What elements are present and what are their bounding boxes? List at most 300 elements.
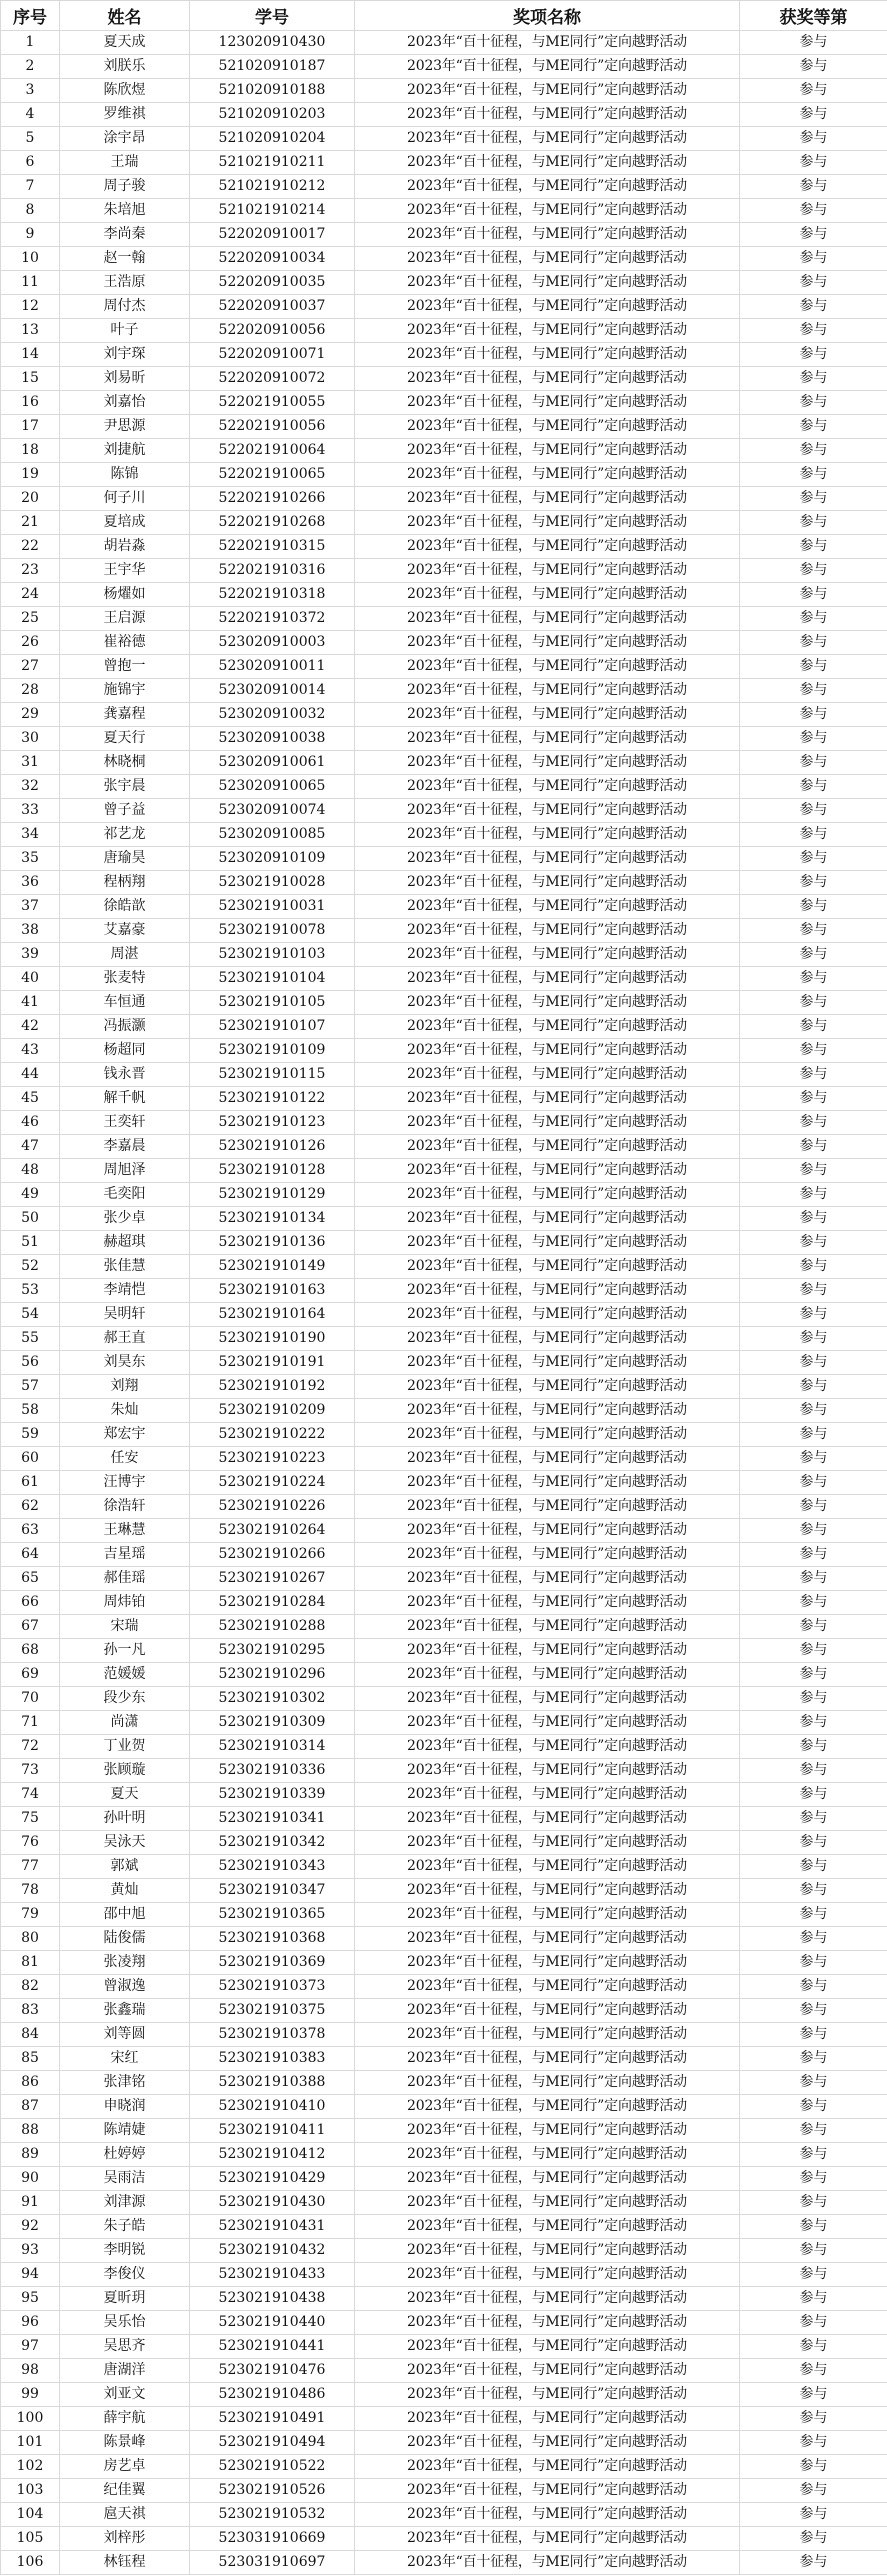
table-row bbox=[1, 919, 887, 943]
table-row bbox=[1, 2359, 887, 2383]
cell-index: 103 bbox=[1, 2479, 60, 2503]
cell-index: 47 bbox=[1, 1135, 60, 1159]
cell-name: 龚嘉程 bbox=[60, 703, 190, 727]
cell-award-grade: 参与 bbox=[740, 79, 887, 103]
cell-student-id: 523031910669 bbox=[190, 2527, 355, 2551]
cell-award-grade: 参与 bbox=[740, 127, 887, 151]
cell-award-name: 2023年“百十征程，与ME同行”定向越野活动 bbox=[355, 823, 740, 847]
cell-index: 63 bbox=[1, 1519, 60, 1543]
cell-award-grade: 参与 bbox=[740, 847, 887, 871]
cell-student-id: 523021910532 bbox=[190, 2503, 355, 2527]
table-row bbox=[1, 1159, 887, 1183]
table-row bbox=[1, 2287, 887, 2311]
cell-index: 73 bbox=[1, 1759, 60, 1783]
cell-name: 曾淑逸 bbox=[60, 1975, 190, 1999]
table-row bbox=[1, 1279, 887, 1303]
cell-award-name: 2023年“百十征程，与ME同行”定向越野活动 bbox=[355, 1951, 740, 1975]
cell-award-name: 2023年“百十征程，与ME同行”定向越野活动 bbox=[355, 2047, 740, 2071]
cell-student-id: 123020910430 bbox=[190, 31, 355, 55]
cell-index: 44 bbox=[1, 1063, 60, 1087]
cell-award-grade: 参与 bbox=[740, 1687, 887, 1711]
table-row bbox=[1, 2143, 887, 2167]
cell-index: 68 bbox=[1, 1639, 60, 1663]
cell-award-name: 2023年“百十征程，与ME同行”定向越野活动 bbox=[355, 1783, 740, 1807]
cell-award-name: 2023年“百十征程，与ME同行”定向越野活动 bbox=[355, 871, 740, 895]
table-row bbox=[1, 1543, 887, 1567]
cell-award-grade: 参与 bbox=[740, 1159, 887, 1183]
cell-award-grade: 参与 bbox=[740, 1375, 887, 1399]
cell-name: 张佳慧 bbox=[60, 1255, 190, 1279]
cell-index: 66 bbox=[1, 1591, 60, 1615]
cell-index: 58 bbox=[1, 1399, 60, 1423]
cell-award-name: 2023年“百十征程，与ME同行”定向越野活动 bbox=[355, 127, 740, 151]
cell-award-grade: 参与 bbox=[740, 1711, 887, 1735]
cell-award-grade: 参与 bbox=[740, 1471, 887, 1495]
cell-student-id: 523021910284 bbox=[190, 1591, 355, 1615]
table-row bbox=[1, 1111, 887, 1135]
table-row bbox=[1, 799, 887, 823]
cell-name: 郝王直 bbox=[60, 1327, 190, 1351]
table-row bbox=[1, 2431, 887, 2455]
cell-award-grade: 参与 bbox=[740, 2335, 887, 2359]
table-row bbox=[1, 1399, 887, 1423]
cell-name: 夏昕玥 bbox=[60, 2287, 190, 2311]
table-row bbox=[1, 1183, 887, 1207]
cell-name: 林晓桐 bbox=[60, 751, 190, 775]
cell-award-name: 2023年“百十征程，与ME同行”定向越野活动 bbox=[355, 199, 740, 223]
cell-student-id: 523021910288 bbox=[190, 1615, 355, 1639]
table-row bbox=[1, 127, 887, 151]
cell-index: 51 bbox=[1, 1231, 60, 1255]
cell-award-grade: 参与 bbox=[740, 1015, 887, 1039]
cell-name: 夏天成 bbox=[60, 31, 190, 55]
cell-award-name: 2023年“百十征程，与ME同行”定向越野活动 bbox=[355, 799, 740, 823]
cell-student-id: 521020910187 bbox=[190, 55, 355, 79]
cell-index: 53 bbox=[1, 1279, 60, 1303]
cell-award-name: 2023年“百十征程，与ME同行”定向越野活动 bbox=[355, 2359, 740, 2383]
cell-index: 96 bbox=[1, 2311, 60, 2335]
cell-index: 4 bbox=[1, 103, 60, 127]
cell-index: 49 bbox=[1, 1183, 60, 1207]
cell-name: 朱子皓 bbox=[60, 2215, 190, 2239]
cell-index: 91 bbox=[1, 2191, 60, 2215]
cell-award-grade: 参与 bbox=[740, 175, 887, 199]
cell-award-name: 2023年“百十征程，与ME同行”定向越野活动 bbox=[355, 2383, 740, 2407]
cell-award-grade: 参与 bbox=[740, 799, 887, 823]
cell-student-id: 522021910268 bbox=[190, 511, 355, 535]
cell-name: 扈天祺 bbox=[60, 2503, 190, 2527]
cell-student-id: 523021910190 bbox=[190, 1327, 355, 1351]
cell-name: 周炜铂 bbox=[60, 1591, 190, 1615]
cell-index: 98 bbox=[1, 2359, 60, 2383]
cell-award-grade: 参与 bbox=[740, 1927, 887, 1951]
table-row bbox=[1, 1231, 887, 1255]
cell-index: 104 bbox=[1, 2503, 60, 2527]
cell-index: 38 bbox=[1, 919, 60, 943]
table-row bbox=[1, 439, 887, 463]
cell-index: 2 bbox=[1, 55, 60, 79]
cell-student-id: 523020910014 bbox=[190, 679, 355, 703]
table-row bbox=[1, 1711, 887, 1735]
cell-name: 张凌翔 bbox=[60, 1951, 190, 1975]
cell-award-grade: 参与 bbox=[740, 2479, 887, 2503]
cell-student-id: 523021910123 bbox=[190, 1111, 355, 1135]
cell-award-name: 2023年“百十征程，与ME同行”定向越野活动 bbox=[355, 1735, 740, 1759]
cell-award-name: 2023年“百十征程，与ME同行”定向越野活动 bbox=[355, 1375, 740, 1399]
table-row bbox=[1, 631, 887, 655]
cell-award-name: 2023年“百十征程，与ME同行”定向越野活动 bbox=[355, 391, 740, 415]
cell-award-grade: 参与 bbox=[740, 1207, 887, 1231]
cell-award-name: 2023年“百十征程，与ME同行”定向越野活动 bbox=[355, 1063, 740, 1087]
cell-student-id: 522021910318 bbox=[190, 583, 355, 607]
cell-award-grade: 参与 bbox=[740, 1087, 887, 1111]
cell-award-name: 2023年“百十征程，与ME同行”定向越野活动 bbox=[355, 463, 740, 487]
cell-award-name: 2023年“百十征程，与ME同行”定向越野活动 bbox=[355, 1927, 740, 1951]
cell-index: 39 bbox=[1, 943, 60, 967]
cell-award-grade: 参与 bbox=[740, 151, 887, 175]
cell-award-name: 2023年“百十征程，与ME同行”定向越野活动 bbox=[355, 1879, 740, 1903]
cell-name: 李靖恺 bbox=[60, 1279, 190, 1303]
cell-student-id: 522020910072 bbox=[190, 367, 355, 391]
cell-index: 50 bbox=[1, 1207, 60, 1231]
cell-award-name: 2023年“百十征程，与ME同行”定向越野活动 bbox=[355, 1423, 740, 1447]
cell-award-name: 2023年“百十征程，与ME同行”定向越野活动 bbox=[355, 727, 740, 751]
cell-award-name: 2023年“百十征程，与ME同行”定向越野活动 bbox=[355, 1327, 740, 1351]
cell-name: 邵中旭 bbox=[60, 1903, 190, 1927]
table-row bbox=[1, 2503, 887, 2527]
cell-index: 36 bbox=[1, 871, 60, 895]
cell-student-id: 521021910211 bbox=[190, 151, 355, 175]
cell-name: 艾嘉豪 bbox=[60, 919, 190, 943]
cell-name: 赫超琪 bbox=[60, 1231, 190, 1255]
table-row bbox=[1, 415, 887, 439]
cell-index: 106 bbox=[1, 2551, 60, 2575]
cell-student-id: 523021910375 bbox=[190, 1999, 355, 2023]
cell-student-id: 521021910212 bbox=[190, 175, 355, 199]
cell-name: 林钰程 bbox=[60, 2551, 190, 2575]
cell-student-id: 521020910204 bbox=[190, 127, 355, 151]
cell-award-grade: 参与 bbox=[740, 2551, 887, 2575]
cell-name: 张宇晨 bbox=[60, 775, 190, 799]
table-row bbox=[1, 1639, 887, 1663]
cell-award-grade: 参与 bbox=[740, 295, 887, 319]
cell-award-grade: 参与 bbox=[740, 1135, 887, 1159]
cell-award-grade: 参与 bbox=[740, 319, 887, 343]
cell-award-name: 2023年“百十征程，与ME同行”定向越野活动 bbox=[355, 583, 740, 607]
cell-student-id: 523021910136 bbox=[190, 1231, 355, 1255]
cell-award-name: 2023年“百十征程，与ME同行”定向越野活动 bbox=[355, 1807, 740, 1831]
cell-index: 102 bbox=[1, 2455, 60, 2479]
cell-index: 80 bbox=[1, 1927, 60, 1951]
cell-award-grade: 参与 bbox=[740, 439, 887, 463]
cell-award-grade: 参与 bbox=[740, 271, 887, 295]
cell-award-grade: 参与 bbox=[740, 2311, 887, 2335]
cell-name: 李明锐 bbox=[60, 2239, 190, 2263]
cell-award-name: 2023年“百十征程，与ME同行”定向越野活动 bbox=[355, 1975, 740, 1999]
cell-award-grade: 参与 bbox=[740, 1855, 887, 1879]
cell-award-grade: 参与 bbox=[740, 103, 887, 127]
cell-student-id: 523021910522 bbox=[190, 2455, 355, 2479]
cell-name: 王奕轩 bbox=[60, 1111, 190, 1135]
cell-award-name: 2023年“百十征程，与ME同行”定向越野活动 bbox=[355, 487, 740, 511]
cell-award-grade: 参与 bbox=[740, 2191, 887, 2215]
cell-index: 14 bbox=[1, 343, 60, 367]
table-row bbox=[1, 1447, 887, 1471]
cell-index: 67 bbox=[1, 1615, 60, 1639]
cell-student-id: 523031910697 bbox=[190, 2551, 355, 2575]
cell-award-grade: 参与 bbox=[740, 2407, 887, 2431]
cell-name: 尚潇 bbox=[60, 1711, 190, 1735]
cell-award-grade: 参与 bbox=[740, 2143, 887, 2167]
cell-name: 朱培旭 bbox=[60, 199, 190, 223]
cell-name: 夏天 bbox=[60, 1783, 190, 1807]
cell-award-name: 2023年“百十征程，与ME同行”定向越野活动 bbox=[355, 703, 740, 727]
cell-award-grade: 参与 bbox=[740, 1543, 887, 1567]
table-row bbox=[1, 1207, 887, 1231]
cell-award-name: 2023年“百十征程，与ME同行”定向越野活动 bbox=[355, 1039, 740, 1063]
cell-award-name: 2023年“百十征程，与ME同行”定向越野活动 bbox=[355, 895, 740, 919]
cell-award-name: 2023年“百十征程，与ME同行”定向越野活动 bbox=[355, 55, 740, 79]
table-row bbox=[1, 895, 887, 919]
cell-award-grade: 参与 bbox=[740, 1303, 887, 1327]
cell-award-grade: 参与 bbox=[740, 1063, 887, 1087]
cell-name: 曾抱一 bbox=[60, 655, 190, 679]
cell-name: 崔裕德 bbox=[60, 631, 190, 655]
table-row bbox=[1, 1687, 887, 1711]
cell-award-name: 2023年“百十征程，与ME同行”定向越野活动 bbox=[355, 1255, 740, 1279]
cell-name: 陈靖婕 bbox=[60, 2119, 190, 2143]
table-row bbox=[1, 2455, 887, 2479]
cell-award-name: 2023年“百十征程，与ME同行”定向越野活动 bbox=[355, 1159, 740, 1183]
cell-award-grade: 参与 bbox=[740, 607, 887, 631]
cell-student-id: 522020910037 bbox=[190, 295, 355, 319]
cell-award-grade: 参与 bbox=[740, 583, 887, 607]
cell-index: 76 bbox=[1, 1831, 60, 1855]
header-award-grade: 获奖等第 bbox=[740, 1, 887, 31]
cell-award-grade: 参与 bbox=[740, 1999, 887, 2023]
cell-award-name: 2023年“百十征程，与ME同行”定向越野活动 bbox=[355, 319, 740, 343]
cell-award-name: 2023年“百十征程，与ME同行”定向越野活动 bbox=[355, 1231, 740, 1255]
cell-index: 40 bbox=[1, 967, 60, 991]
cell-award-name: 2023年“百十征程，与ME同行”定向越野活动 bbox=[355, 751, 740, 775]
cell-award-grade: 参与 bbox=[740, 1615, 887, 1639]
cell-index: 86 bbox=[1, 2071, 60, 2095]
table-row bbox=[1, 1879, 887, 1903]
cell-name: 赵一翰 bbox=[60, 247, 190, 271]
cell-name: 罗维祺 bbox=[60, 103, 190, 127]
cell-student-id: 523021910163 bbox=[190, 1279, 355, 1303]
cell-award-name: 2023年“百十征程，与ME同行”定向越野活动 bbox=[355, 151, 740, 175]
cell-student-id: 523021910115 bbox=[190, 1063, 355, 1087]
cell-award-name: 2023年“百十征程，与ME同行”定向越野活动 bbox=[355, 2527, 740, 2551]
cell-index: 62 bbox=[1, 1495, 60, 1519]
cell-award-grade: 参与 bbox=[740, 223, 887, 247]
cell-student-id: 523021910192 bbox=[190, 1375, 355, 1399]
cell-student-id: 522021910315 bbox=[190, 535, 355, 559]
cell-student-id: 523020910011 bbox=[190, 655, 355, 679]
cell-student-id: 523021910105 bbox=[190, 991, 355, 1015]
cell-award-name: 2023年“百十征程，与ME同行”定向越野活动 bbox=[355, 1471, 740, 1495]
table-row bbox=[1, 1351, 887, 1375]
cell-index: 75 bbox=[1, 1807, 60, 1831]
cell-award-name: 2023年“百十征程，与ME同行”定向越野活动 bbox=[355, 415, 740, 439]
cell-award-grade: 参与 bbox=[740, 463, 887, 487]
cell-student-id: 523021910104 bbox=[190, 967, 355, 991]
cell-name: 涂宇昂 bbox=[60, 127, 190, 151]
cell-name: 吴雨洁 bbox=[60, 2167, 190, 2191]
cell-name: 刘捷航 bbox=[60, 439, 190, 463]
cell-award-name: 2023年“百十征程，与ME同行”定向越野活动 bbox=[355, 1591, 740, 1615]
cell-name: 王瑞 bbox=[60, 151, 190, 175]
cell-name: 张少卓 bbox=[60, 1207, 190, 1231]
table-row bbox=[1, 511, 887, 535]
cell-student-id: 523021910223 bbox=[190, 1447, 355, 1471]
cell-name: 李尚秦 bbox=[60, 223, 190, 247]
table-row bbox=[1, 2215, 887, 2239]
cell-student-id: 523021910411 bbox=[190, 2119, 355, 2143]
cell-award-name: 2023年“百十征程，与ME同行”定向越野活动 bbox=[355, 1687, 740, 1711]
cell-name: 张鑫瑞 bbox=[60, 1999, 190, 2023]
cell-student-id: 523021910494 bbox=[190, 2431, 355, 2455]
cell-index: 61 bbox=[1, 1471, 60, 1495]
cell-student-id: 523021910365 bbox=[190, 1903, 355, 1927]
table-row bbox=[1, 1303, 887, 1327]
cell-name: 施锦宇 bbox=[60, 679, 190, 703]
cell-index: 89 bbox=[1, 2143, 60, 2167]
cell-name: 周旭泽 bbox=[60, 1159, 190, 1183]
cell-student-id: 522020910071 bbox=[190, 343, 355, 367]
cell-name: 叶子 bbox=[60, 319, 190, 343]
cell-index: 12 bbox=[1, 295, 60, 319]
table-row bbox=[1, 2023, 887, 2047]
cell-index: 81 bbox=[1, 1951, 60, 1975]
cell-award-grade: 参与 bbox=[740, 1663, 887, 1687]
cell-index: 54 bbox=[1, 1303, 60, 1327]
cell-award-grade: 参与 bbox=[740, 2287, 887, 2311]
cell-award-name: 2023年“百十征程，与ME同行”定向越野活动 bbox=[355, 1183, 740, 1207]
table-row bbox=[1, 2191, 887, 2215]
cell-award-grade: 参与 bbox=[740, 2263, 887, 2287]
cell-index: 15 bbox=[1, 367, 60, 391]
cell-award-grade: 参与 bbox=[740, 1255, 887, 1279]
cell-index: 88 bbox=[1, 2119, 60, 2143]
cell-name: 夏培成 bbox=[60, 511, 190, 535]
table-header bbox=[1, 1, 887, 31]
table-row bbox=[1, 343, 887, 367]
cell-award-name: 2023年“百十征程，与ME同行”定向越野活动 bbox=[355, 1831, 740, 1855]
cell-award-name: 2023年“百十征程，与ME同行”定向越野活动 bbox=[355, 1999, 740, 2023]
cell-award-grade: 参与 bbox=[740, 2503, 887, 2527]
cell-student-id: 523020910109 bbox=[190, 847, 355, 871]
cell-name: 吴泳天 bbox=[60, 1831, 190, 1855]
cell-student-id: 523021910486 bbox=[190, 2383, 355, 2407]
cell-name: 黄灿 bbox=[60, 1879, 190, 1903]
cell-name: 胡岩淼 bbox=[60, 535, 190, 559]
cell-name: 周付杰 bbox=[60, 295, 190, 319]
cell-award-name: 2023年“百十征程，与ME同行”定向越野活动 bbox=[355, 1495, 740, 1519]
cell-index: 17 bbox=[1, 415, 60, 439]
cell-student-id: 522020910035 bbox=[190, 271, 355, 295]
cell-student-id: 523020910074 bbox=[190, 799, 355, 823]
cell-student-id: 522021910372 bbox=[190, 607, 355, 631]
cell-name: 房艺卓 bbox=[60, 2455, 190, 2479]
cell-student-id: 523021910266 bbox=[190, 1543, 355, 1567]
cell-name: 任安 bbox=[60, 1447, 190, 1471]
cell-award-grade: 参与 bbox=[740, 2431, 887, 2455]
cell-student-id: 523020910032 bbox=[190, 703, 355, 727]
cell-award-grade: 参与 bbox=[740, 31, 887, 55]
cell-index: 56 bbox=[1, 1351, 60, 1375]
cell-index: 46 bbox=[1, 1111, 60, 1135]
table-row bbox=[1, 1855, 887, 1879]
table-row bbox=[1, 487, 887, 511]
cell-index: 85 bbox=[1, 2047, 60, 2071]
cell-student-id: 523021910491 bbox=[190, 2407, 355, 2431]
cell-index: 18 bbox=[1, 439, 60, 463]
cell-index: 43 bbox=[1, 1039, 60, 1063]
cell-index: 37 bbox=[1, 895, 60, 919]
cell-award-grade: 参与 bbox=[740, 871, 887, 895]
cell-award-name: 2023年“百十征程，与ME同行”定向越野活动 bbox=[355, 343, 740, 367]
cell-index: 20 bbox=[1, 487, 60, 511]
cell-student-id: 523021910224 bbox=[190, 1471, 355, 1495]
cell-award-name: 2023年“百十征程，与ME同行”定向越野活动 bbox=[355, 79, 740, 103]
cell-student-id: 523021910309 bbox=[190, 1711, 355, 1735]
cell-award-name: 2023年“百十征程，与ME同行”定向越野活动 bbox=[355, 2335, 740, 2359]
cell-index: 34 bbox=[1, 823, 60, 847]
cell-student-id: 523021910103 bbox=[190, 943, 355, 967]
cell-student-id: 523021910164 bbox=[190, 1303, 355, 1327]
table-row bbox=[1, 583, 887, 607]
table-row bbox=[1, 2119, 887, 2143]
cell-award-grade: 参与 bbox=[740, 2359, 887, 2383]
cell-index: 23 bbox=[1, 559, 60, 583]
header-award-name: 奖项名称 bbox=[355, 1, 740, 31]
cell-award-grade: 参与 bbox=[740, 967, 887, 991]
cell-award-grade: 参与 bbox=[740, 1567, 887, 1591]
cell-student-id: 521020910203 bbox=[190, 103, 355, 127]
cell-award-name: 2023年“百十征程，与ME同行”定向越野活动 bbox=[355, 1855, 740, 1879]
cell-student-id: 523021910126 bbox=[190, 1135, 355, 1159]
cell-index: 87 bbox=[1, 2095, 60, 2119]
cell-name: 王启源 bbox=[60, 607, 190, 631]
cell-student-id: 523020910065 bbox=[190, 775, 355, 799]
cell-name: 王浩原 bbox=[60, 271, 190, 295]
cell-student-id: 523021910336 bbox=[190, 1759, 355, 1783]
cell-student-id: 523020910061 bbox=[190, 751, 355, 775]
cell-name: 段少东 bbox=[60, 1687, 190, 1711]
cell-award-grade: 参与 bbox=[740, 1039, 887, 1063]
cell-award-name: 2023年“百十征程，与ME同行”定向越野活动 bbox=[355, 2287, 740, 2311]
table-row bbox=[1, 727, 887, 751]
cell-student-id: 523021910109 bbox=[190, 1039, 355, 1063]
table-row bbox=[1, 1015, 887, 1039]
cell-award-name: 2023年“百十征程，与ME同行”定向越野活动 bbox=[355, 2119, 740, 2143]
cell-award-name: 2023年“百十征程，与ME同行”定向越野活动 bbox=[355, 2143, 740, 2167]
header-row bbox=[1, 1, 887, 31]
table-row bbox=[1, 463, 887, 487]
table-row bbox=[1, 1759, 887, 1783]
cell-name: 张顾璇 bbox=[60, 1759, 190, 1783]
cell-student-id: 522020910034 bbox=[190, 247, 355, 271]
cell-name: 范媛媛 bbox=[60, 1663, 190, 1687]
cell-award-name: 2023年“百十征程，与ME同行”定向越野活动 bbox=[355, 1711, 740, 1735]
cell-index: 52 bbox=[1, 1255, 60, 1279]
cell-student-id: 523021910122 bbox=[190, 1087, 355, 1111]
cell-index: 32 bbox=[1, 775, 60, 799]
table-row bbox=[1, 679, 887, 703]
cell-name: 刘朕乐 bbox=[60, 55, 190, 79]
